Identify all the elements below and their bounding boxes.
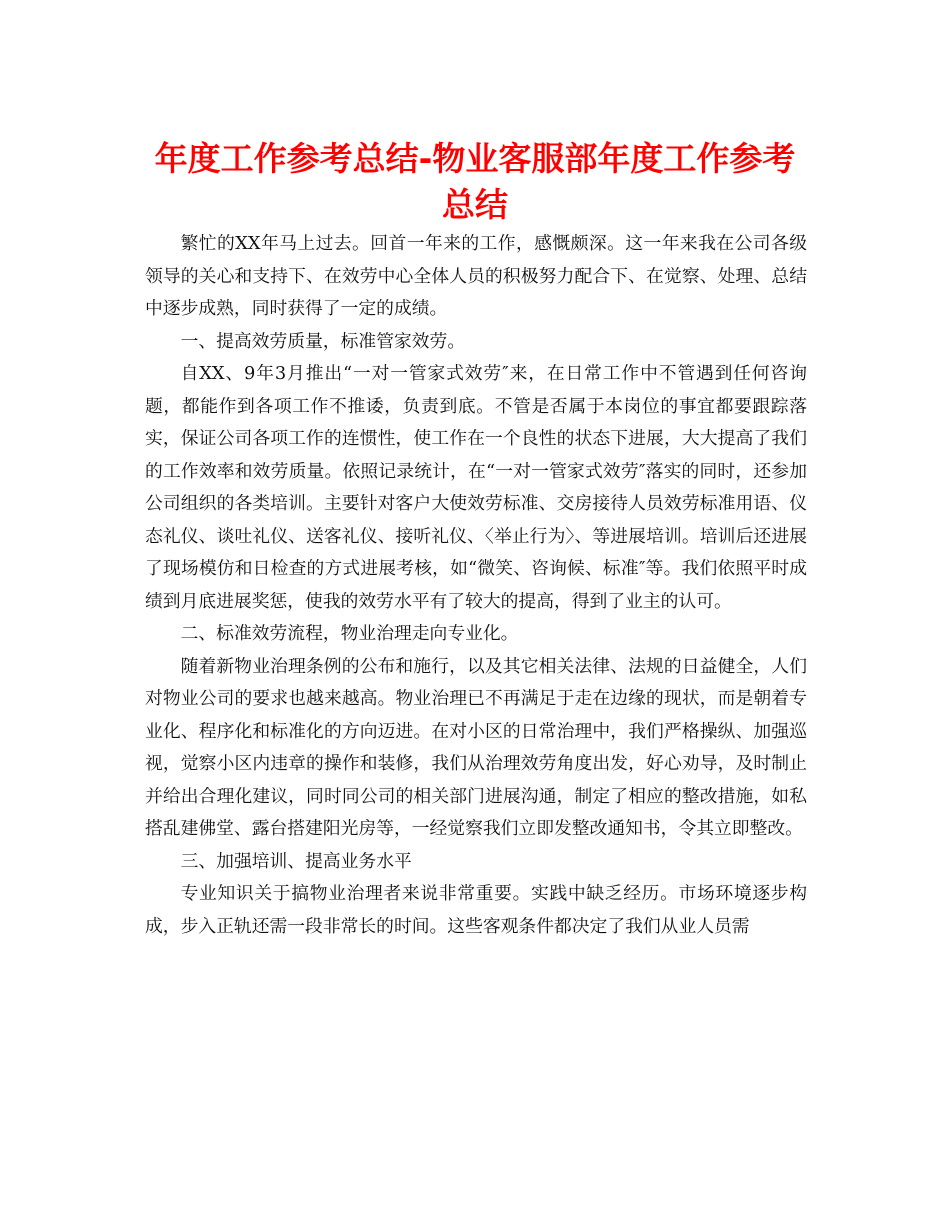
document-title: 年度工作参考总结-物业客服部年度工作参考总结 bbox=[154, 139, 796, 224]
section-heading-2: 二、标准效劳流程，物业治理走向专业化。 bbox=[180, 623, 519, 644]
section-heading-1: 一、提高效劳质量，标准管家效劳。 bbox=[180, 330, 466, 352]
paragraph-intro: 繁忙的XX年马上过去。回首一年来的工作，感慨颇深。这一年来我在公司各级领导的关心和支持下、在效劳中心全体人员的积极努力配合下、在觉察、处理、总结中逐步成熟，同时获得了一定的成绩。 bbox=[145, 233, 807, 319]
document-body bbox=[145, 228, 807, 943]
paragraph-section-1: 自XX、9年3月推出“一对一管家式效劳″来，在日常工作中不管遇到任何咨询题，都能作到各项工作不推诿，负责到底。不管是否属于本岗位的事宜都要跟踪落实，保证公司各项工作的连惯性，使工作在一个良性的状态下进展，大大提高了我们的工作效率和效劳质量。依照记录统计，在“一对一管家式效劳″落实的同时，还参加公司组织的各类培训。主要针对客户大使效劳标准、交房接待人员效劳标准用语、仪态礼仪、谈吐礼仪、送客礼仪、接听礼仪、〈举止行为〉、等进展培训。培训后还进展了现场模仿和日检查的方式进展考核，如“微笑、咨询候、标准″等。我们依照平时成绩到月底进展奖惩，使我的效劳水平有了较大的提高，得到了业主的认可。 bbox=[145, 363, 807, 612]
paragraph-section-3: 专业知识关于搞物业治理者来说非常重要。实践中缺乏经历。市场环境逐步构成，步入正轨还需一段非常长的时间。这些客观条件都决定了我们从业人员需 bbox=[145, 883, 807, 937]
section-heading-3: 三、加强培训、提高业务水平 bbox=[180, 850, 412, 872]
paragraph-section-2: 随着新物业治理条例的公布和施行，以及其它相关法律、法规的日益健全，人们对物业公司的要求也越来越高。物业治理已不再满足于走在边缘的现状，而是朝着专业化、程序化和标准化的方向迈进。在对小区的日常治理中，我们严格操纵、加强巡视，觉察小区内违章的操作和装修，我们从治理效劳角度出发，好心劝导，及时制止并给出合理化建议，同时同公司的相关部门进展沟通，制定了相应的整改措施，如私搭乱建佛堂、露台搭建阳光房等，一经觉察我们立即发整改通知书，令其立即整改。 bbox=[145, 655, 807, 839]
